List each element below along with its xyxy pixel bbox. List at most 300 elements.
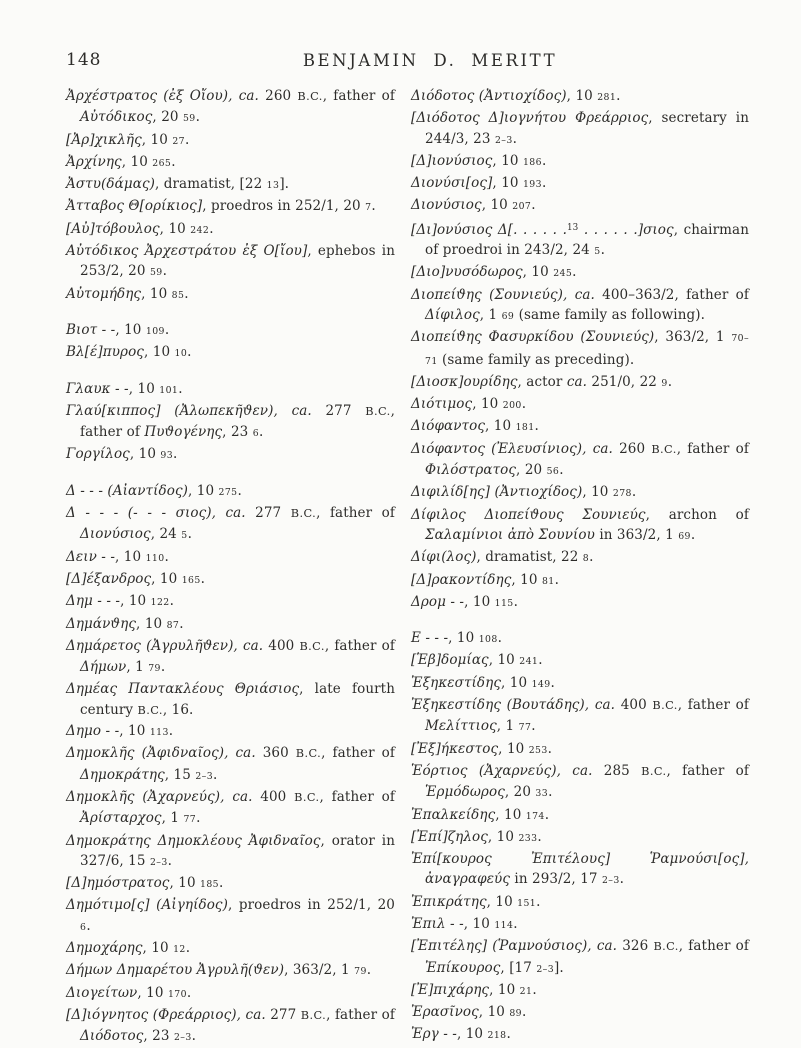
index-entry xyxy=(411,849,749,892)
text-run: . xyxy=(195,109,201,126)
text-run: . xyxy=(497,630,503,647)
index-entry xyxy=(66,320,395,342)
text-run: . xyxy=(547,740,553,757)
text-run: Βιοτ - - xyxy=(66,321,116,338)
text-run: , proedros in 252/1, 20 xyxy=(227,897,395,914)
index-entry xyxy=(66,503,395,547)
text-run: . xyxy=(196,810,201,827)
text-run: Διονύσιος xyxy=(80,526,151,543)
text-run: Γλαύ[κιππος] (Ἀλωπεκῆϑεν), xyxy=(66,402,292,419)
text-run: 165 xyxy=(181,574,201,586)
text-run: , 10 xyxy=(485,418,516,435)
text-run: 400–363/2, father of xyxy=(594,286,749,303)
text-run: 115 xyxy=(494,597,514,609)
text-run: 101 xyxy=(159,384,179,396)
text-run: , 10 xyxy=(486,893,518,910)
text-run: ca. xyxy=(291,402,312,419)
text-run: 326 xyxy=(617,938,654,955)
text-run: [Δ]ρακοντίδης xyxy=(411,571,512,588)
text-run: . xyxy=(366,962,372,979)
text-run: , 10 xyxy=(136,615,167,632)
text-run: ]. xyxy=(554,959,564,976)
text-run: 89 xyxy=(509,1008,522,1020)
text-run: . xyxy=(541,175,547,192)
text-run: [Ἐπιτέλης] (Ῥαμνούσιος), xyxy=(411,938,597,955)
text-run: ]. xyxy=(279,176,290,193)
text-run: Φιλόστρατος xyxy=(425,462,517,479)
text-run: . xyxy=(521,1004,527,1021)
index-entry xyxy=(411,739,749,761)
text-run: [Δ]ιονύσιος xyxy=(411,152,493,169)
text-run: Ἀτταβος Θ[ορίκιος] xyxy=(66,198,203,215)
text-run: . xyxy=(178,380,183,397)
text-run: 149 xyxy=(531,678,551,690)
index-entry xyxy=(66,636,395,680)
text-run: ca. xyxy=(594,697,616,714)
text-run: B.C. xyxy=(652,699,678,713)
text-run: , 10 xyxy=(582,484,613,501)
text-run: Ἐρασῖνος xyxy=(411,1004,479,1021)
text-run: . xyxy=(187,526,192,543)
text-run: . xyxy=(169,593,174,610)
index-entry xyxy=(66,591,395,613)
text-run: 7 xyxy=(365,202,372,214)
text-run: Ε - - - xyxy=(411,630,449,647)
index-entry xyxy=(66,174,395,196)
index-entry xyxy=(411,86,749,108)
text-run: . xyxy=(209,220,214,237)
text-run: B.C. xyxy=(137,703,163,717)
text-run: . xyxy=(541,152,547,169)
text-run: Ἐργ - - xyxy=(411,1026,457,1043)
text-run: [Διοσκ]ουρίδης xyxy=(411,373,518,390)
text-run: [Αὐ]τόβουλος xyxy=(66,220,160,237)
text-run: . xyxy=(554,571,559,588)
index-entry xyxy=(66,196,395,218)
text-run: 185 xyxy=(200,879,219,891)
index-column-right xyxy=(411,86,749,1047)
text-run: , 10 xyxy=(137,984,168,1001)
text-run: , actor xyxy=(517,373,567,390)
text-run: , father of xyxy=(677,697,749,714)
index-entry xyxy=(411,505,749,548)
index-entry xyxy=(66,444,395,466)
text-run: , 20 xyxy=(516,462,547,479)
text-run: ca. xyxy=(592,440,613,457)
text-run: Δειν - - xyxy=(66,548,115,565)
text-run: 9 xyxy=(661,377,668,389)
text-run: 59 xyxy=(182,113,196,125)
text-run: 108 xyxy=(478,634,498,646)
text-run: , archon of xyxy=(645,506,749,523)
text-run: B.C. xyxy=(651,442,677,456)
text-run: , 10 xyxy=(487,828,519,845)
page-number: 148 xyxy=(66,50,102,70)
text-run: , ephebos in 253/2, 20 xyxy=(80,243,395,280)
text-run: Δήμων xyxy=(80,659,127,676)
text-run: , 10 xyxy=(501,674,532,691)
text-run: Διόδοτος (Ἀντιοχίδος) xyxy=(411,88,567,104)
text-run: . xyxy=(513,593,519,610)
text-run: Δίφιλος xyxy=(425,306,480,323)
text-run: . xyxy=(550,674,555,691)
text-run: . xyxy=(548,784,553,801)
text-run: Αὐτομήδης xyxy=(66,285,142,302)
text-run: . xyxy=(186,984,192,1001)
text-run: 181 xyxy=(515,422,535,434)
text-run: 2–3 xyxy=(149,856,168,868)
text-run: , 10 xyxy=(522,264,554,281)
index-entry xyxy=(411,218,749,263)
index-entry xyxy=(66,614,395,636)
text-run: (same family as preceding). xyxy=(437,351,635,368)
text-run: . xyxy=(544,806,550,823)
text-run: . xyxy=(690,526,696,543)
text-run: Δημοκράτης xyxy=(80,766,165,783)
text-run: Δημέας Παντακλέους Θριάσιος xyxy=(66,681,300,698)
text-run: [Ἐπί]ζηλος xyxy=(411,828,488,845)
text-run: Δίφιλος Διοπείϑους Σουνιεύς xyxy=(411,506,646,523)
text-run: , 10 xyxy=(128,380,160,397)
text-run: 93 xyxy=(160,450,174,462)
text-run: Μελίττιος xyxy=(425,718,497,735)
index-entry xyxy=(411,195,749,217)
text-run: [Δ]έξανδρος xyxy=(66,570,152,587)
text-run: ca. xyxy=(572,762,593,779)
text-run: Αὐτόδικος Ἀρχεστράτου ἐξ Ο[ἴου] xyxy=(66,243,308,260)
text-run: , 10 xyxy=(448,630,479,647)
text-run: , secretary in 244/3, 23 xyxy=(425,110,749,147)
text-run: Διφιλίδ[ης] (Ἀντιοχίδος) xyxy=(411,484,583,501)
text-run: , orator in 327/6, 15 xyxy=(80,832,395,869)
text-run: . xyxy=(184,131,190,148)
text-run: 241 xyxy=(519,656,539,668)
text-run: B.C. xyxy=(290,507,317,521)
text-run: [Ἐξ]ήκεστος xyxy=(411,740,499,757)
text-run: , 10 xyxy=(463,915,495,932)
text-run: , 10 xyxy=(121,153,153,170)
text-run: Ἀρίσταρχος xyxy=(80,810,162,827)
text-run: 277 xyxy=(265,1006,301,1023)
text-run: , father of xyxy=(676,440,749,457)
text-run: in 363/2, 1 xyxy=(594,526,679,543)
text-run: 6 xyxy=(80,921,87,933)
text-run: Δ - - - (Αἰαντίδος) xyxy=(66,482,188,499)
text-run: Γλαυκ - - xyxy=(66,380,129,397)
text-run: Διόφαντος (Ἐλευσίνιος), xyxy=(411,440,593,457)
text-run: , 10 xyxy=(488,652,520,669)
text-run: , 363/2, 1 xyxy=(284,962,355,979)
text-run: ca. xyxy=(238,88,259,104)
index-entry xyxy=(411,439,749,483)
text-run: 79 xyxy=(354,966,367,978)
text-run: [Ἀρ]χικλῆς xyxy=(66,131,142,148)
text-run: , 10 xyxy=(492,175,523,192)
text-run: [Δ]ημόστρατος xyxy=(66,875,170,892)
text-run: 277 xyxy=(311,402,366,419)
text-run: . xyxy=(531,197,536,214)
text-run: [Δι]ονύσιος Δ[. . . . . . xyxy=(411,221,567,238)
index-column-left xyxy=(66,86,395,1048)
text-run: , 1 xyxy=(161,810,184,827)
text-run: . xyxy=(506,1026,511,1043)
text-run: , 10 xyxy=(119,723,150,740)
text-run: . xyxy=(600,242,605,259)
text-run: Ἀρχίνης xyxy=(66,153,122,170)
text-run: . xyxy=(237,482,242,499)
index-entry xyxy=(411,482,749,504)
text-run: 56 xyxy=(546,466,560,478)
text-run: , 20 xyxy=(152,109,183,126)
text-run: , 10 xyxy=(478,1004,510,1021)
index-entry xyxy=(411,416,749,438)
text-run: . xyxy=(162,263,168,280)
text-run: [Ἐ]πιχάρης xyxy=(411,981,490,998)
text-run: , 10 xyxy=(169,875,201,892)
text-run: ca. xyxy=(566,373,588,390)
text-run: Δημοχάρης xyxy=(66,939,143,956)
index-entry xyxy=(411,570,749,592)
text-run: . xyxy=(619,871,625,888)
text-run: B.C. xyxy=(641,764,667,778)
text-run: , father of xyxy=(322,88,395,104)
index-entry xyxy=(411,892,749,914)
index-entry xyxy=(411,695,749,739)
text-run: , father of xyxy=(321,745,395,762)
text-run: 285 xyxy=(592,762,642,779)
text-run: , 1 xyxy=(496,718,519,735)
text-run: 13 xyxy=(566,222,579,233)
text-run: . xyxy=(86,917,91,934)
text-run: , 10 xyxy=(511,571,542,588)
text-run: 2–3 xyxy=(536,963,555,975)
text-run: 81 xyxy=(541,575,555,587)
text-run: 400 xyxy=(615,697,653,714)
text-run: . xyxy=(184,285,189,302)
text-run: Ἀρχέστρατος (ἐξ Οἴου), xyxy=(66,88,239,104)
index-entry xyxy=(66,284,395,306)
text-run: , 10 xyxy=(498,740,529,757)
text-run: . xyxy=(532,981,537,998)
text-run: Δημο - - xyxy=(66,723,120,740)
text-run: . xyxy=(213,766,218,783)
text-run: 70–71 xyxy=(425,333,750,367)
text-run: . xyxy=(168,723,174,740)
text-run: Ἐπί[κουρος Ἐπιτέλους] Ῥαμνούσι[ος], ἀναγραφεύς xyxy=(411,851,749,888)
text-run: , 10 xyxy=(115,548,146,565)
text-run: [Διο]νυσόδωρος xyxy=(411,264,523,281)
text-run: , 10 xyxy=(492,152,523,169)
index-entry xyxy=(66,721,395,743)
text-run: . xyxy=(559,462,564,479)
text-run: , late fourth century xyxy=(80,681,395,718)
text-run: 275 xyxy=(218,486,238,498)
text-run: 174 xyxy=(525,810,545,822)
index-entry xyxy=(66,787,395,831)
text-run: . xyxy=(667,373,673,390)
text-run: ca. xyxy=(235,745,256,762)
text-run: , 20 xyxy=(504,784,536,801)
text-run: 265 xyxy=(152,157,172,169)
text-run: . xyxy=(536,893,541,910)
text-run: 21 xyxy=(519,985,533,997)
text-run: 253 xyxy=(528,744,548,756)
text-run: 251/0, 22 xyxy=(587,373,662,390)
text-run: Γοργίλος xyxy=(66,446,130,463)
text-run: B.C. xyxy=(295,747,322,761)
text-run: , 10 xyxy=(464,593,495,610)
text-run: , proedros in 252/1, 20 xyxy=(202,198,366,215)
index-entry xyxy=(411,827,749,849)
index-entry xyxy=(66,679,395,721)
text-run: , 10 xyxy=(120,593,151,610)
index-entry xyxy=(66,873,395,895)
text-run: 33 xyxy=(535,788,549,800)
text-run: 260 xyxy=(612,440,652,457)
text-run: , 24 xyxy=(150,526,182,543)
text-run: , 10 xyxy=(456,1026,488,1043)
text-run: B.C. xyxy=(299,639,325,653)
text-run: . xyxy=(371,198,376,215)
index-entry xyxy=(411,628,749,650)
index-entry xyxy=(66,983,395,1005)
text-run: , 10 xyxy=(566,88,598,104)
text-run: 2–3 xyxy=(195,770,214,782)
index-entry xyxy=(66,241,395,284)
index-entry xyxy=(411,547,749,569)
text-run: 186 xyxy=(522,156,542,168)
text-run: Διονύσιος xyxy=(411,197,482,214)
text-run: Βλ[έ]πυρος xyxy=(66,344,144,361)
text-run: . xyxy=(537,828,542,845)
text-run: , father of xyxy=(324,637,395,654)
text-run: 10 xyxy=(174,348,188,360)
text-run: 170 xyxy=(167,988,187,1000)
text-run: 233 xyxy=(518,832,538,844)
text-run: 2–3 xyxy=(173,1032,192,1044)
index-entry xyxy=(411,805,749,827)
text-run: 360 xyxy=(255,745,296,762)
text-run: Διόδοτος xyxy=(80,1028,144,1045)
text-run: Ἐπίκουρος xyxy=(425,959,501,976)
text-run: 281 xyxy=(597,92,617,103)
text-run: in 293/2, 17 xyxy=(510,871,602,888)
text-run: [Ἑβ]δομίας xyxy=(411,652,489,669)
text-run: ca. xyxy=(245,1006,266,1023)
text-run: 77 xyxy=(518,722,532,734)
index-entry xyxy=(66,547,395,569)
text-run: Διοπείϑης (Σουνιεύς), xyxy=(411,286,575,303)
text-run: 79 xyxy=(148,663,161,675)
running-title: BENJAMIN D. MERITT xyxy=(302,51,558,70)
text-run: Πυϑογένης xyxy=(144,424,223,441)
text-run: Διοπείϑης Φασυρκίδου (Σουνιεύς) xyxy=(411,329,655,346)
text-run: Ἑρμόδωρος xyxy=(425,784,505,801)
text-run: . xyxy=(173,446,178,463)
text-run: B.C. xyxy=(653,940,679,954)
text-run: , 10 xyxy=(115,321,146,338)
text-run: , dramatist, [22 xyxy=(154,176,267,193)
text-run: 245 xyxy=(553,268,573,280)
text-run: , 10 xyxy=(151,570,182,587)
text-run: . xyxy=(521,396,527,413)
index-entry xyxy=(66,86,395,130)
index-entry xyxy=(66,401,395,445)
index-entry xyxy=(411,936,749,980)
text-run: . xyxy=(512,130,518,147)
text-run: 218 xyxy=(487,1030,507,1042)
text-run: B.C. xyxy=(300,1008,327,1022)
text-run: ca. xyxy=(225,505,246,522)
text-run: , father of xyxy=(666,762,749,779)
index-entry xyxy=(411,761,749,805)
text-run: . xyxy=(534,418,539,435)
index-entry xyxy=(411,650,749,672)
index-entry xyxy=(411,673,749,695)
text-run: , 10 xyxy=(489,981,520,998)
index-entry xyxy=(66,960,395,982)
text-run: Δρομ - - xyxy=(411,593,465,610)
text-run: , father of xyxy=(326,1006,395,1023)
text-run: 151 xyxy=(517,897,537,909)
text-run: Ἐξηκεστίδης (Βουτάδης), xyxy=(411,697,595,714)
text-run: , dramatist, 22 xyxy=(476,549,583,566)
text-run: 2–3 xyxy=(601,875,620,887)
text-run: . xyxy=(572,264,577,281)
index-entry xyxy=(411,173,749,195)
index-entry xyxy=(411,592,749,614)
text-run: [Διόδοτος Δ]ιογνήτου Φρεάρριος xyxy=(411,110,649,127)
text-run: , 10 xyxy=(481,197,513,214)
text-run: B.C. xyxy=(365,404,391,418)
text-run: , chairman of proedroi in 243/2, 24 xyxy=(425,221,749,259)
text-run: 277 xyxy=(245,505,291,522)
text-run: . xyxy=(616,88,621,104)
text-run: Δημάνϑης xyxy=(66,615,137,632)
text-run: ca. xyxy=(242,637,264,654)
text-run: . xyxy=(164,321,170,338)
text-run: , 10 xyxy=(472,396,503,413)
text-run: 8 xyxy=(582,553,590,565)
text-run: Δημάρετος (Ἀγρυλῆϑεν), xyxy=(66,637,243,654)
text-run: Ἑόρτιος (Ἀχαρνεύς), xyxy=(411,762,573,779)
index-entry xyxy=(66,481,395,503)
text-run: , father of xyxy=(316,505,395,522)
text-run: . xyxy=(538,652,543,669)
text-run: . xyxy=(259,424,264,441)
text-run: Διονύσι[ος] xyxy=(411,175,493,192)
index-entry xyxy=(66,831,395,874)
text-run: , 10 xyxy=(142,939,174,956)
text-run: Ἐπικράτης xyxy=(411,893,487,910)
index-entry xyxy=(411,394,749,416)
text-run: ca. xyxy=(574,286,595,303)
text-run: [Δ]ιόγνητος (Φρεάρριος), xyxy=(66,1006,246,1023)
text-run: Ἀστυ(δάμας) xyxy=(66,176,155,193)
text-run: Δημοκράτης Δημοκλέους Ἀφιδναῖος xyxy=(66,832,321,849)
text-run: 260 xyxy=(258,88,298,104)
text-run: . xyxy=(589,549,594,566)
index-entry xyxy=(411,1024,749,1046)
index-entry xyxy=(411,980,749,1002)
text-run: , 10 xyxy=(141,131,173,148)
text-run: , father of xyxy=(319,788,395,805)
text-run: (same family as following). xyxy=(514,306,705,323)
text-run: . xyxy=(187,344,192,361)
text-run: , 10 xyxy=(141,285,172,302)
text-run: . xyxy=(164,548,169,565)
text-run: 207 xyxy=(512,201,532,213)
